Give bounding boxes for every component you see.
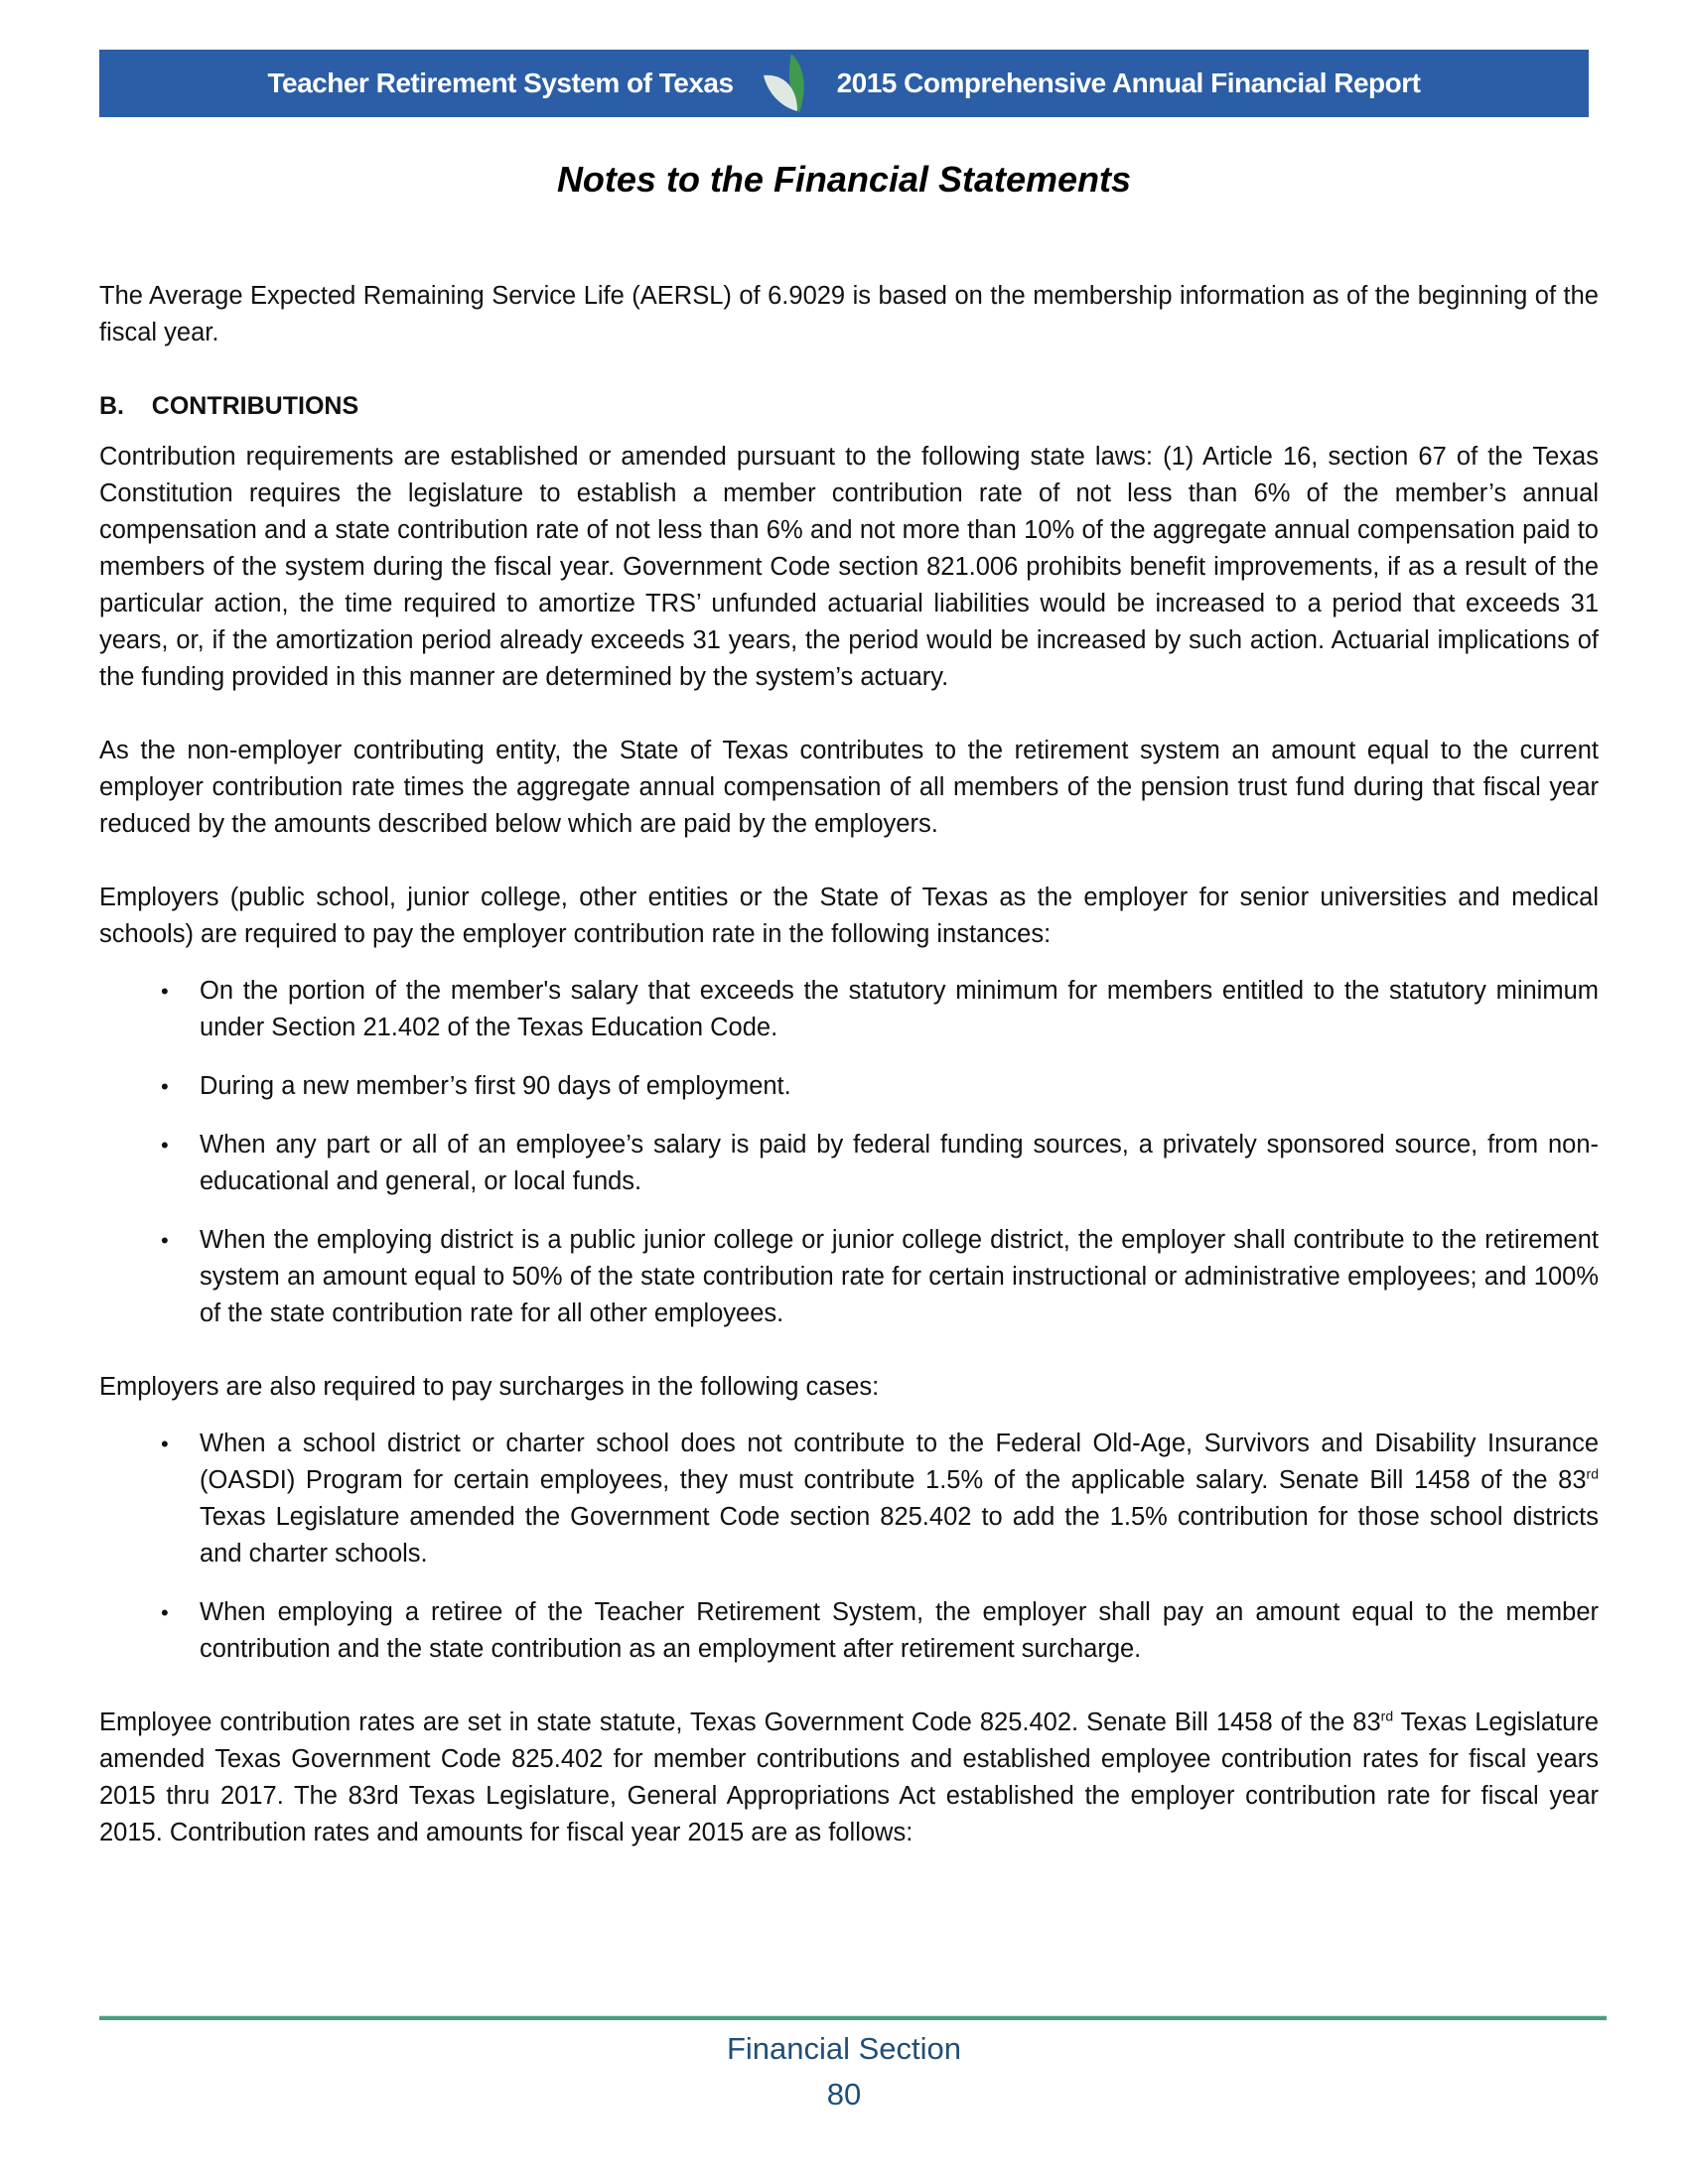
employee-contribution-rates-paragraph: Employee contribution rates are set in state statute, Texas Government Code 825.402. Senate Bill 1458 of the 83rd Texas Legislature amended Texas Government Code 825.402 for member contributions and established employee contribution rates for fiscal years 2015 thru 2017. The 83rd Texas Legislature, General Appropriations Act established the employer contribution rate for fiscal year 2015. Contribution rates and amounts for fiscal year 2015 are as follows:	[99, 1707, 1600, 1846]
bullet-icon: •	[161, 1074, 169, 1099]
list-item: • On the portion of the member's salary that exceeds the statutory minimum for members entitled to the statutory minimum under Section 21.402 of the Texas Education Code.	[99, 973, 1599, 1046]
bullet-icon: •	[161, 1133, 169, 1158]
footer-divider	[99, 2015, 1607, 2020]
bullet-icon: •	[161, 1600, 169, 1625]
report-title: 2015 Comprehensive Annual Financial Report	[836, 68, 1421, 98]
surcharges-list	[99, 1426, 1599, 1668]
employers-instances-paragraph: Employers (public school, junior college, other entities or the State of Texas as the employer for senior universities and medical schools) are required to pay the employer contribution rate in the following instances:	[99, 884, 1599, 948]
bullet-icon: •	[161, 979, 169, 1004]
list-item: • When any part or all of an employee’s salary is paid by federal funding sources, a privately sponsored source, from non-educational and general, or local funds.	[99, 1127, 1599, 1200]
list-item: • When employing a retiree of the Teacher Retirement System, the employer shall pay an amount equal to the member contribution and the state contribution as an employment after retirement surcharge.	[99, 1594, 1599, 1668]
bullet-icon: •	[161, 1228, 169, 1253]
employer-instances-list	[99, 973, 1599, 1332]
section-heading-contributions: B. CONTRIBUTIONS	[99, 392, 359, 420]
list-item: • When the employing district is a public junior college or junior college district, the employer shall contribute to the retirement system an amount equal to 50% of the state contribution rate for certain instructional or administrative employees; and 100% of the state contribution rate for all other employees.	[99, 1222, 1599, 1332]
contribution-requirements-paragraph: Contribution requirements are established or amended pursuant to the following state laws: (1) Article 16, section 67 of the Texas Constitution requires the legislature to establish a member contribution rate of not less than 6% of the member’s annual compensation and a state contribution rate of not less than 6% and not more than 10% of the aggregate annual compensation paid to members of the system during the fiscal year. Government Code section 821.006 prohibits benefit improvements, if as a result of the particular action, the time required to amortize TRS’ unfunded actuarial liabilities would be increased to a period that exceeds 31 years, or, if the amortization period already exceeds 31 years, the period would be increased by such action. Actuarial implications of the funding provided in this manner are determined by the system’s actuary.	[99, 443, 1599, 691]
report-header-banner	[99, 50, 1589, 117]
non-employer-entity-paragraph: As the non-employer contributing entity, the State of Texas contributes to the retirement system an amount equal to the current employer contribution rate times the aggregate annual compensation of all members of the pension trust fund during that fiscal year reduced by the amounts described below which are paid by the employers.	[99, 737, 1599, 838]
page-number: 80	[826, 2077, 862, 2112]
aersl-paragraph: The Average Expected Remaining Service Life (AERSL) of 6.9029 is based on the membership information as of the beginning of the fiscal year.	[99, 282, 1599, 346]
list-item: • When a school district or charter school does not contribute to the Federal Old-Age, Survivors and Disability Insurance (OASDI) Program for certain employees, they must contribute 1.5% of the applicable salary. Senate Bill 1458 of the 83rd Texas Legislature amended the Government Code section 825.402 to add the 1.5% contribution for those school districts and charter schools.	[99, 1426, 1599, 1572]
organization-title: Teacher Retirement System of Texas	[267, 68, 734, 98]
list-item: • During a new member’s first 90 days of employment.	[99, 1068, 1599, 1105]
bullet-icon: •	[161, 1432, 169, 1456]
document-body	[99, 278, 1599, 1851]
page-title: Notes to the Financial Statements	[556, 159, 1132, 200]
surcharges-intro-paragraph: Employers are also required to pay surcharges in the following cases:	[99, 1373, 880, 1401]
leaf-icon	[756, 50, 815, 117]
footer-section-label: Financial Section	[726, 2031, 962, 2066]
